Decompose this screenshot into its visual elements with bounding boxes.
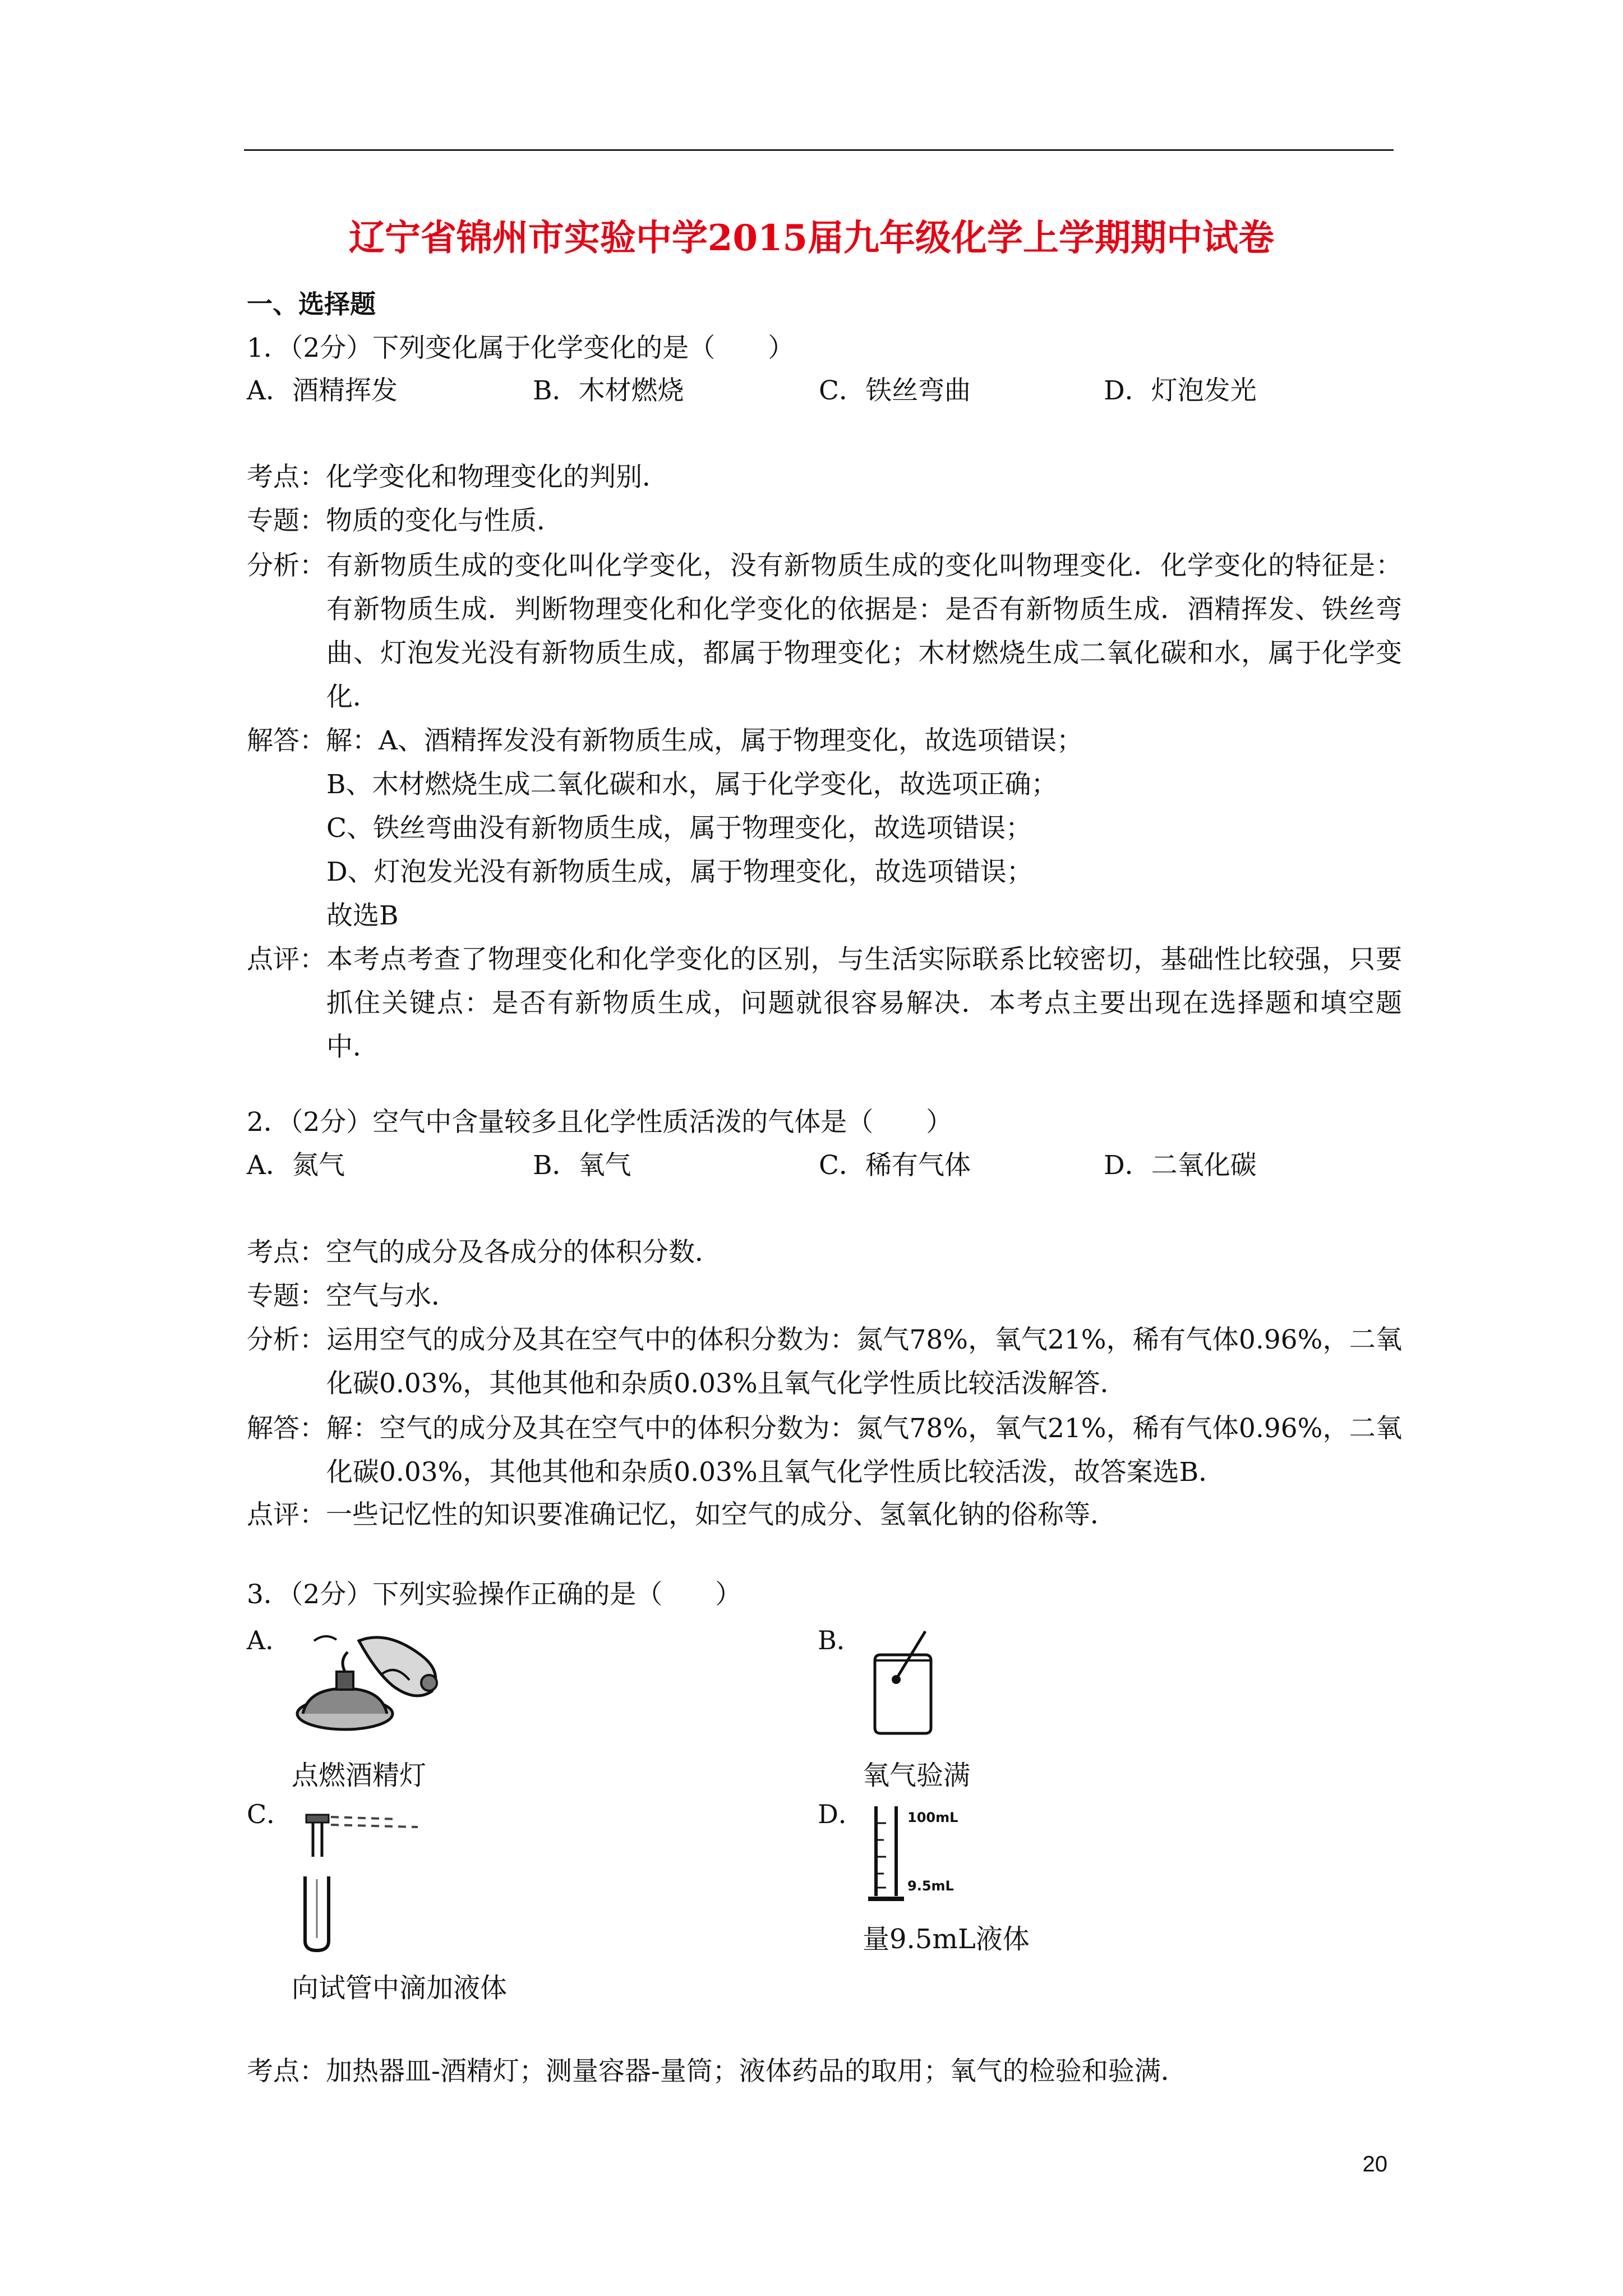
q3-caption-c: 向试管中滴加液体	[292, 1972, 508, 2004]
measuring-cylinder-figure	[864, 1801, 987, 1913]
q2-stem: 2．（2分）空气中含量较多且化学性质活泼的气体是（ ）	[247, 1107, 953, 1138]
q2-options	[247, 1147, 1396, 1184]
q1-zhuanti: 专题：物质的变化与性质．	[247, 505, 563, 536]
q2-option-d: D．二氧化碳	[1104, 1150, 1257, 1181]
q2-kaodian: 考点：空气的成分及各成分的体积分数．	[247, 1237, 721, 1268]
q1-analysis-label: 分析：	[247, 550, 326, 581]
alcohol-lamp-figure	[292, 1630, 460, 1736]
q1-options	[247, 372, 1396, 409]
q1-kaodian: 考点：化学变化和物理变化的判别．	[247, 462, 668, 493]
q2-option-a: A．氮气	[247, 1150, 345, 1181]
q3-label-b: B．	[818, 1625, 863, 1655]
section-heading: 一、选择题	[247, 289, 376, 319]
q2-answer-text: 解：空气的成分及其在空气中的体积分数为：氮气78%，氧气21%，稀有气体0.96%，二氧化碳0.03%，其他其他和杂质0.03%且氧气化学性质比较活泼，故答案选B．	[326, 1413, 1402, 1488]
q1-comment-label: 点评：	[247, 944, 326, 975]
q2-analysis	[247, 1318, 1402, 1406]
q1-option-a: A．酒精挥发	[247, 375, 398, 406]
q1-answer-label: 解答：	[247, 725, 326, 756]
q3-label-a: A．	[247, 1625, 292, 1655]
q1-analysis-text: 有新物质生成的变化叫化学变化，没有新物质生成的变化叫物理变化．化学变化的特征是：有新物质生成．判断物理变化和化学变化的依据是：是否有新物质生成．酒精挥发、铁丝弯曲、灯泡发光没有新物质生成，都属于物理变化；木材燃烧生成二氧化碳和水，属于化学变化．	[326, 550, 1402, 712]
q2-answer-label: 解答：	[247, 1413, 326, 1444]
q2-analysis-text: 运用空气的成分及其在空气中的体积分数为：氮气78%，氧气21%，稀有气体0.96%，二氧化碳0.03%，其他其他和杂质0.03%且氧气化学性质比较活泼解答．	[326, 1324, 1402, 1399]
q3-kaodian: 考点：加热器皿-酒精灯；测量容器-量筒；液体药品的取用；氧气的检验和验满．	[247, 2056, 1187, 2087]
oxygen-bottle-figure	[864, 1627, 942, 1739]
q3-label-c: C．	[247, 1799, 293, 1829]
q3-label-d: D．	[818, 1799, 864, 1829]
q1-answer-line-2: B、木材燃烧生成二氧化碳和水，属于化学变化，故选项正确；	[326, 769, 1058, 800]
q1-option-d: D．灯泡发光	[1104, 375, 1257, 406]
q1-answer-line-4: D、灯泡发光没有新物质生成，属于物理变化，故选项错误；	[326, 857, 1033, 887]
cylinder-mark-bottom: 9.5mL	[907, 1878, 954, 1894]
q3-caption-d: 量9.5mL液体	[863, 1924, 1030, 1955]
q2-comment: 点评：一些记忆性的知识要准确记忆，如空气的成分、氢氧化钠的俗称等．	[247, 1499, 1117, 1530]
q1-answer-label-row	[247, 719, 1083, 763]
q1-analysis	[247, 544, 1402, 719]
cylinder-mark-top: 100mL	[907, 1810, 958, 1825]
q1-stem: 1．（2分）下列变化属于化学变化的是（ ）	[247, 333, 795, 364]
q1-answer-line-5: 故选B	[326, 900, 399, 931]
q1-comment	[247, 938, 1402, 1069]
q2-analysis-label: 分析：	[247, 1324, 326, 1355]
q3-caption-a: 点燃酒精灯	[292, 1760, 427, 1791]
q1-answer-line-1: 解：A、酒精挥发没有新物质生成，属于物理变化，故选项错误；	[326, 725, 1083, 756]
page-title: 辽宁省锦州市实验中学2015届九年级化学上学期期中试卷	[348, 217, 1275, 259]
q3-stem: 3．（2分）下列实验操作正确的是（ ）	[247, 1579, 742, 1610]
q1-comment-text: 本考点考查了物理变化和化学变化的区别，与生活实际联系比较密切，基础性比较强，只要抓住关键点：是否有新物质生成，问题就很容易解决．本考点主要出现在选择题和填空题中．	[326, 944, 1402, 1062]
q2-zhuanti: 专题：空气与水．	[247, 1281, 458, 1312]
q1-option-b: B．木材燃烧	[533, 375, 684, 406]
header-rule	[244, 149, 1394, 151]
q2-option-b: B．氧气	[533, 1150, 631, 1181]
dropper-test-tube-figure	[292, 1803, 426, 1955]
q1-option-c: C．铁丝弯曲	[819, 375, 971, 406]
q3-caption-b: 氧气验满	[863, 1760, 971, 1791]
page-number: 20	[1362, 2152, 1387, 2177]
q2-answer	[247, 1407, 1402, 1494]
q1-answer-line-3: C、铁丝弯曲没有新物质生成，属于物理变化，故选项错误；	[326, 813, 1032, 844]
q2-option-c: C．稀有气体	[819, 1150, 971, 1181]
